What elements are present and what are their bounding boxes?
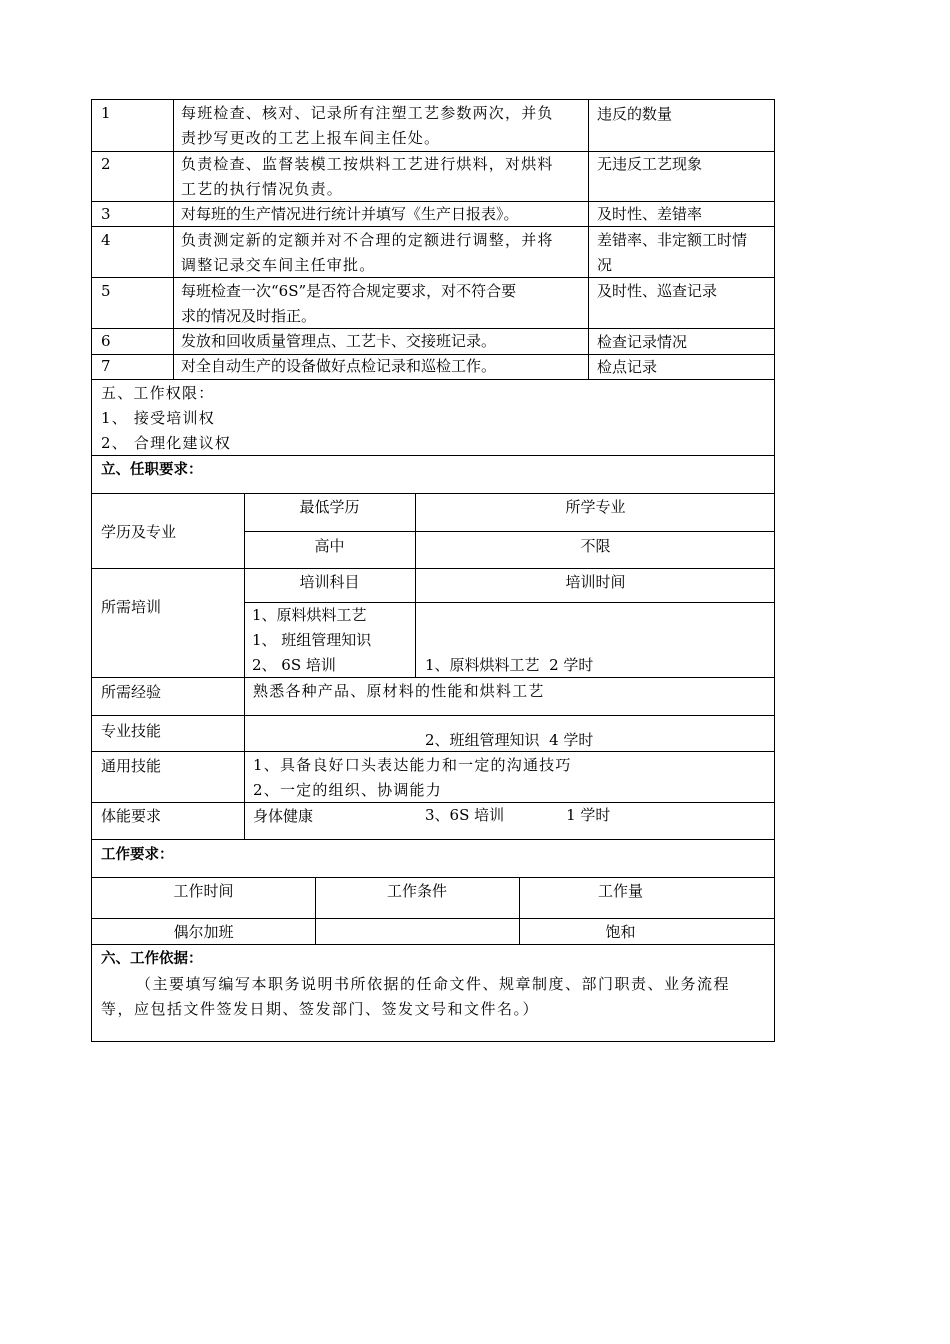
duty-row-5-desc: 每班检查一次“6S”是否符合规定要求，对不符合要 求的情况及时指正。 [181, 282, 517, 325]
work-table [91, 878, 775, 945]
authority-item-2: 2、 合理化建议权 [101, 434, 232, 452]
duty-row-4-no: 4 [101, 231, 111, 249]
experience-value: 熟悉各种产品、原材料的性能和烘料工艺 [253, 682, 545, 700]
authority-title: 五、工作权限： [101, 384, 215, 402]
education-value-major: 不限 [580, 537, 611, 555]
physical-label: 体能要求 [101, 807, 162, 825]
basis-text: （主要填写编写本职务说明书所依据的任命文件、规章制度、部门职责、业务流程 等，应包括文件签发日期、签发部门、签发文号和文件名。） [101, 975, 731, 1018]
job-description-table [91, 99, 775, 1042]
duty-row-4-desc: 负责测定新的定额并对不合理的定额进行调整，并将 调整记录交车间主任审批。 [181, 231, 554, 274]
duty-row-5-no: 5 [101, 282, 111, 300]
education-header-major: 所学专业 [565, 498, 626, 516]
duty-row-2-kpi: 无违反工艺现象 [597, 155, 703, 173]
work-header-volume: 工作量 [597, 882, 643, 900]
work-title: 工作要求： [101, 847, 174, 863]
work-value-time: 偶尔加班 [173, 923, 234, 941]
training-times: 1、原料烘料工艺 2 学时 2、班组管理知识 4 学时 3、6S 培训 1 学时 [425, 656, 611, 824]
education-row [91, 494, 775, 569]
professional-skills-row [91, 716, 775, 752]
duty-row-6-no: 6 [101, 332, 111, 350]
authority-item-1: 1、 接受培训权 [101, 409, 215, 427]
duty-row-3-kpi: 及时性、差错率 [597, 205, 703, 223]
duty-row-7-kpi: 检点记录 [597, 358, 658, 376]
duty-row-5-kpi: 及时性、巡查记录 [597, 282, 718, 300]
basis-title: 六、工作依据： [101, 951, 203, 967]
physical-value: 身体健康 [253, 807, 314, 825]
experience-label: 所需经验 [101, 683, 162, 701]
duty-row-6-kpi: 检查记录情况 [597, 333, 688, 351]
experience-row [91, 678, 775, 716]
duty-row-1-kpi: 违反的数量 [597, 105, 673, 123]
training-header-subject: 培训科目 [299, 573, 360, 591]
duties-table [91, 99, 775, 380]
training-subjects: 1、原料烘料工艺 1、 班组管理知识 2、 6S 培训 [252, 606, 372, 674]
requirements-title-row [91, 456, 775, 494]
work-title-row [91, 840, 775, 878]
physical-row [91, 803, 775, 840]
requirements-title: 立、任职要求： [101, 462, 203, 478]
duty-row-1-no: 1 [101, 104, 111, 122]
general-skills-values: 1、具备良好口头表达能力和一定的沟通技巧 2、一定的组织、协调能力 [253, 756, 572, 799]
duty-row-4-kpi: 差错率、非定额工时情 况 [597, 231, 748, 274]
education-header-degree: 最低学历 [299, 498, 360, 516]
education-value-degree: 高中 [314, 537, 345, 555]
authority-section [91, 380, 775, 456]
work-header-conditions: 工作条件 [386, 882, 447, 900]
education-label: 学历及专业 [101, 523, 177, 541]
duty-row-6-desc: 发放和回收质量管理点、工艺卡、交接班记录。 [181, 332, 497, 350]
professional-skills-label: 专业技能 [101, 722, 162, 740]
duty-row-1-desc: 每班检查、核对、记录所有注塑工艺参数两次，并负 责抄写更改的工艺上报车间主任处。 [181, 104, 554, 147]
duty-row-7-no: 7 [101, 357, 111, 375]
duty-row-7-desc: 对全自动生产的设备做好点检记录和巡检工作。 [181, 357, 497, 375]
work-header-time: 工作时间 [173, 882, 234, 900]
training-label: 所需培训 [101, 598, 162, 616]
basis-section [91, 945, 775, 1042]
duty-row-3-no: 3 [101, 205, 111, 223]
training-header-time: 培训时间 [565, 573, 626, 591]
duty-row-2-no: 2 [101, 155, 111, 173]
duty-row-3-desc: 对每班的生产情况进行统计并填写《生产日报表》。 [181, 205, 519, 223]
duty-row-2-desc: 负责检查、监督装模工按烘料工艺进行烘料，对烘料 工艺的执行情况负责。 [181, 155, 554, 198]
general-skills-label: 通用技能 [101, 757, 162, 775]
general-skills-row [91, 752, 775, 803]
work-value-volume: 饱和 [605, 923, 636, 941]
